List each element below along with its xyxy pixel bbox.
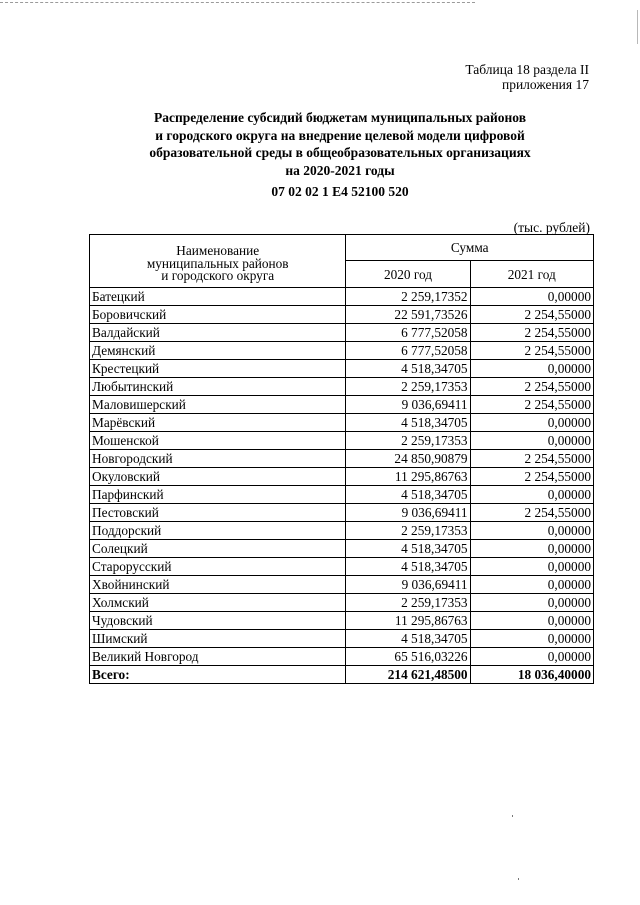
amount-2020: 4 518,34705 [346, 558, 470, 576]
district-name: Хвойнинский [90, 576, 346, 594]
amount-2020: 6 777,52058 [346, 342, 470, 360]
amount-2021: 0,00000 [470, 558, 593, 576]
amount-2021: 2 254,55000 [470, 378, 593, 396]
amount-2020: 9 036,69411 [346, 504, 470, 522]
amount-2020: 11 295,86763 [346, 468, 470, 486]
table-row [90, 486, 594, 504]
amount-2021: 2 254,55000 [470, 396, 593, 414]
table-row [90, 396, 594, 414]
district-name: Новгородский [90, 450, 346, 468]
district-name: Великий Новгород [90, 648, 346, 666]
scan-speck [512, 815, 513, 817]
scan-edge-mark [637, 10, 638, 44]
district-name: Солецкий [90, 540, 346, 558]
amount-2020: 2 259,17352 [346, 288, 470, 306]
district-name: Валдайский [90, 324, 346, 342]
table-row [90, 414, 594, 432]
district-name: Холмский [90, 594, 346, 612]
header-year-2020: 2020 год [346, 261, 470, 288]
district-name: Поддорский [90, 522, 346, 540]
title-line: образовательной среды в общеобразовательных организациях [149, 145, 531, 160]
amount-2021: 2 254,55000 [470, 450, 593, 468]
district-name: Парфинский [90, 486, 346, 504]
amount-2021: 0,00000 [470, 576, 593, 594]
amount-2021: 0,00000 [470, 288, 593, 306]
reference-appendix: приложения 17 [501, 77, 589, 92]
amount-2021: 0,00000 [470, 360, 593, 378]
district-name: Окуловский [90, 468, 346, 486]
amount-2021: 0,00000 [470, 486, 593, 504]
total-2021: 18 036,40000 [470, 666, 593, 684]
district-name: Мошенской [90, 432, 346, 450]
table-row [90, 522, 594, 540]
district-name: Демянский [90, 342, 346, 360]
title-line: и городского округа на внедрение целевой модели цифровой [155, 127, 525, 143]
header-sum: Сумма [346, 235, 594, 261]
district-name: Старорусский [90, 558, 346, 576]
header-name-line: Наименование [176, 243, 260, 259]
district-name: Батецкий [90, 288, 346, 306]
units-note: (тыс. рублей) [513, 220, 590, 235]
district-name: Пестовский [90, 504, 346, 522]
scan-top-rule [0, 2, 475, 3]
district-name: Маловишерский [90, 396, 346, 414]
document-title [80, 109, 600, 179]
table-row [90, 558, 594, 576]
table-reference [465, 62, 589, 92]
table-row [90, 648, 594, 666]
amount-2020: 9 036,69411 [346, 576, 470, 594]
header-name-line: муниципальных районов [146, 255, 289, 271]
amount-2020: 65 516,03226 [346, 648, 470, 666]
amount-2020: 22 591,73526 [346, 306, 470, 324]
header-year-2021: 2021 год [470, 261, 593, 288]
amount-2020: 4 518,34705 [346, 414, 470, 432]
district-name: Боровичский [90, 306, 346, 324]
amount-2020: 2 259,17353 [346, 432, 470, 450]
district-name: Марёвский [90, 414, 346, 432]
header-name-line: и городского округа [161, 268, 275, 284]
amount-2020: 4 518,34705 [346, 360, 470, 378]
amount-2021: 0,00000 [470, 414, 593, 432]
table-row [90, 450, 594, 468]
amount-2021: 2 254,55000 [470, 324, 593, 342]
table-row [90, 378, 594, 396]
amount-2021: 2 254,55000 [470, 306, 593, 324]
title-line: Распределение субсидий бюджетам муниципальных районов [153, 110, 527, 125]
table-row [90, 288, 594, 306]
amount-2020: 9 036,69411 [346, 396, 470, 414]
table-row [90, 504, 594, 522]
total-label: Всего: [90, 666, 346, 684]
amount-2021: 0,00000 [470, 612, 593, 630]
amount-2021: 0,00000 [470, 630, 593, 648]
amount-2020: 2 259,17353 [346, 522, 470, 540]
district-name: Чудовский [90, 612, 346, 630]
amount-2021: 0,00000 [470, 594, 593, 612]
table-row [90, 594, 594, 612]
total-2020: 214 621,48500 [346, 666, 470, 684]
table-row [90, 630, 594, 648]
total-row [90, 666, 594, 684]
amount-2021: 0,00000 [470, 432, 593, 450]
amount-2020: 2 259,17353 [346, 378, 470, 396]
amount-2021: 2 254,55000 [470, 342, 593, 360]
table-body [90, 288, 594, 684]
amount-2021: 2 254,55000 [470, 504, 593, 522]
amount-2021: 0,00000 [470, 540, 593, 558]
title-line: на 2020-2021 годы [285, 162, 395, 178]
table-row [90, 324, 594, 342]
table-row [90, 540, 594, 558]
scan-speck [518, 878, 519, 880]
amount-2020: 6 777,52058 [346, 324, 470, 342]
reference-table-number: Таблица 18 раздела II [465, 62, 589, 77]
amount-2020: 4 518,34705 [346, 630, 470, 648]
district-name: Крестецкий [90, 360, 346, 378]
subsidy-table [89, 234, 594, 684]
amount-2021: 0,00000 [470, 648, 593, 666]
amount-2020: 4 518,34705 [346, 486, 470, 504]
table-row [90, 576, 594, 594]
table-row [90, 432, 594, 450]
amount-2020: 11 295,86763 [346, 612, 470, 630]
amount-2021: 2 254,55000 [470, 468, 593, 486]
budget-classification-code: 07 02 02 1 E4 52100 520 [271, 184, 409, 199]
amount-2021: 0,00000 [470, 522, 593, 540]
table-row [90, 306, 594, 324]
district-name: Любытинский [90, 378, 346, 396]
amount-2020: 4 518,34705 [346, 540, 470, 558]
table-row [90, 612, 594, 630]
amount-2020: 24 850,90879 [346, 450, 470, 468]
district-name: Шимский [90, 630, 346, 648]
amount-2020: 2 259,17353 [346, 594, 470, 612]
table-row [90, 342, 594, 360]
table-row [90, 360, 594, 378]
table-row [90, 468, 594, 486]
header-name [90, 235, 346, 288]
